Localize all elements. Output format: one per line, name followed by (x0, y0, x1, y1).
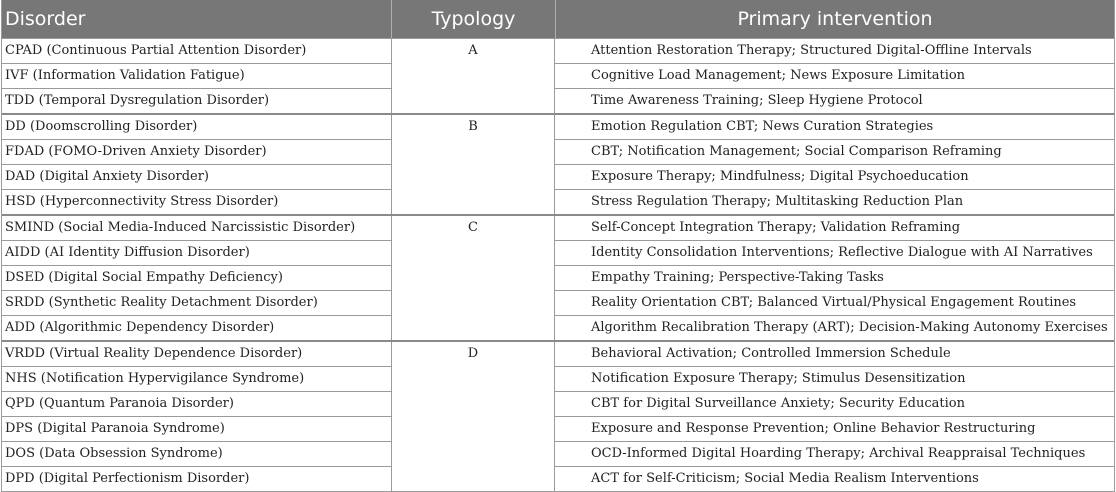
intervention-cell: CBT for Digital Surveillance Anxiety; Security Education (555, 391, 1114, 416)
disorder-cell: IVF (Information Validation Fatigue) (2, 63, 391, 88)
intervention-cell: Exposure Therapy; Mindfulness; Digital Psychoeducation (555, 164, 1114, 189)
disorder-cell: DOS (Data Obsession Syndrome) (2, 441, 391, 466)
intervention-cell: Cognitive Load Management; News Exposure Limitation (555, 63, 1114, 88)
disorder-cell: TDD (Temporal Dysregulation Disorder) (2, 88, 391, 113)
intervention-column (555, 115, 1114, 214)
disorder-cell: DAD (Digital Anxiety Disorder) (2, 164, 391, 189)
disorder-cell: ADD (Algorithmic Dependency Disorder) (2, 315, 391, 340)
typology-group (2, 38, 1114, 113)
disorder-cell: QPD (Quantum Paranoia Disorder) (2, 391, 391, 416)
intervention-cell: Self-Concept Integration Therapy; Validation Reframing (591, 220, 961, 235)
header-intervention: Primary intervention (737, 8, 933, 30)
typology-group (2, 214, 1114, 340)
intervention-cell: Time Awareness Training; Sleep Hygiene Protocol (555, 88, 1114, 113)
header-typology: Typology (392, 0, 556, 38)
table-header (2, 0, 1114, 38)
intervention-cell: Stress Regulation Therapy; Multitasking Reduction Plan (555, 189, 1114, 214)
intervention-cell: Attention Restoration Therapy; Structured Digital-Offline Intervals (591, 43, 1032, 58)
disorder-cell: DPS (Digital Paranoia Syndrome) (2, 416, 391, 441)
disorder-cell: CPAD (Continuous Partial Attention Disorder) (5, 43, 307, 58)
header-disorder: Disorder (2, 0, 392, 38)
disorder-column (2, 216, 392, 340)
disorder-cell: DPD (Digital Perfectionism Disorder) (2, 466, 391, 491)
intervention-cell: Reality Orientation CBT; Balanced Virtual/Physical Engagement Routines (555, 290, 1114, 315)
disorder-column (2, 115, 392, 214)
disorder-cell: SMIND (Social Media-Induced Narcissistic Disorder) (5, 220, 356, 235)
intervention-cell: Empathy Training; Perspective-Taking Tasks (555, 265, 1114, 290)
intervention-cell: Identity Consolidation Interventions; Reflective Dialogue with AI Narratives (555, 240, 1114, 265)
intervention-cell: Notification Exposure Therapy; Stimulus Desensitization (555, 366, 1114, 391)
disorder-column (2, 342, 392, 491)
intervention-cell: Behavioral Activation; Controlled Immersion Schedule (591, 346, 951, 361)
intervention-cell: ACT for Self-Criticism; Social Media Realism Interventions (555, 466, 1114, 491)
intervention-column (555, 39, 1114, 113)
disorder-cell: AIDD (AI Identity Diffusion Disorder) (2, 240, 391, 265)
disorder-cell: VRDD (Virtual Reality Dependence Disorder) (5, 346, 303, 361)
typology-cell: B (392, 115, 555, 214)
disorder-cell: NHS (Notification Hypervigilance Syndrome) (2, 366, 391, 391)
typology-cell: A (392, 39, 555, 113)
intervention-column (555, 342, 1114, 491)
disorder-column (2, 39, 392, 113)
intervention-cell: OCD-Informed Digital Hoarding Therapy; Archival Reappraisal Techniques (555, 441, 1114, 466)
typology-cell: D (392, 342, 555, 491)
intervention-cell: Algorithm Recalibration Therapy (ART); Decision-Making Autonomy Exercises (555, 315, 1114, 340)
intervention-cell: CBT; Notification Management; Social Comparison Reframing (555, 139, 1114, 164)
typology-group (2, 113, 1114, 214)
disorder-cell: HSD (Hyperconnectivity Stress Disorder) (2, 189, 391, 214)
disorder-table (1, 0, 1115, 492)
disorder-cell: DSED (Digital Social Empathy Deficiency) (2, 265, 391, 290)
intervention-cell: Emotion Regulation CBT; News Curation Strategies (591, 119, 934, 134)
typology-cell: C (392, 216, 555, 340)
intervention-column (555, 216, 1114, 340)
table-body (2, 38, 1114, 491)
typology-group (2, 340, 1114, 491)
intervention-cell: Exposure and Response Prevention; Online Behavior Restructuring (555, 416, 1114, 441)
disorder-cell: DD (Doomscrolling Disorder) (5, 119, 198, 134)
disorder-cell: SRDD (Synthetic Reality Detachment Disorder) (2, 290, 391, 315)
disorder-cell: FDAD (FOMO-Driven Anxiety Disorder) (2, 139, 391, 164)
